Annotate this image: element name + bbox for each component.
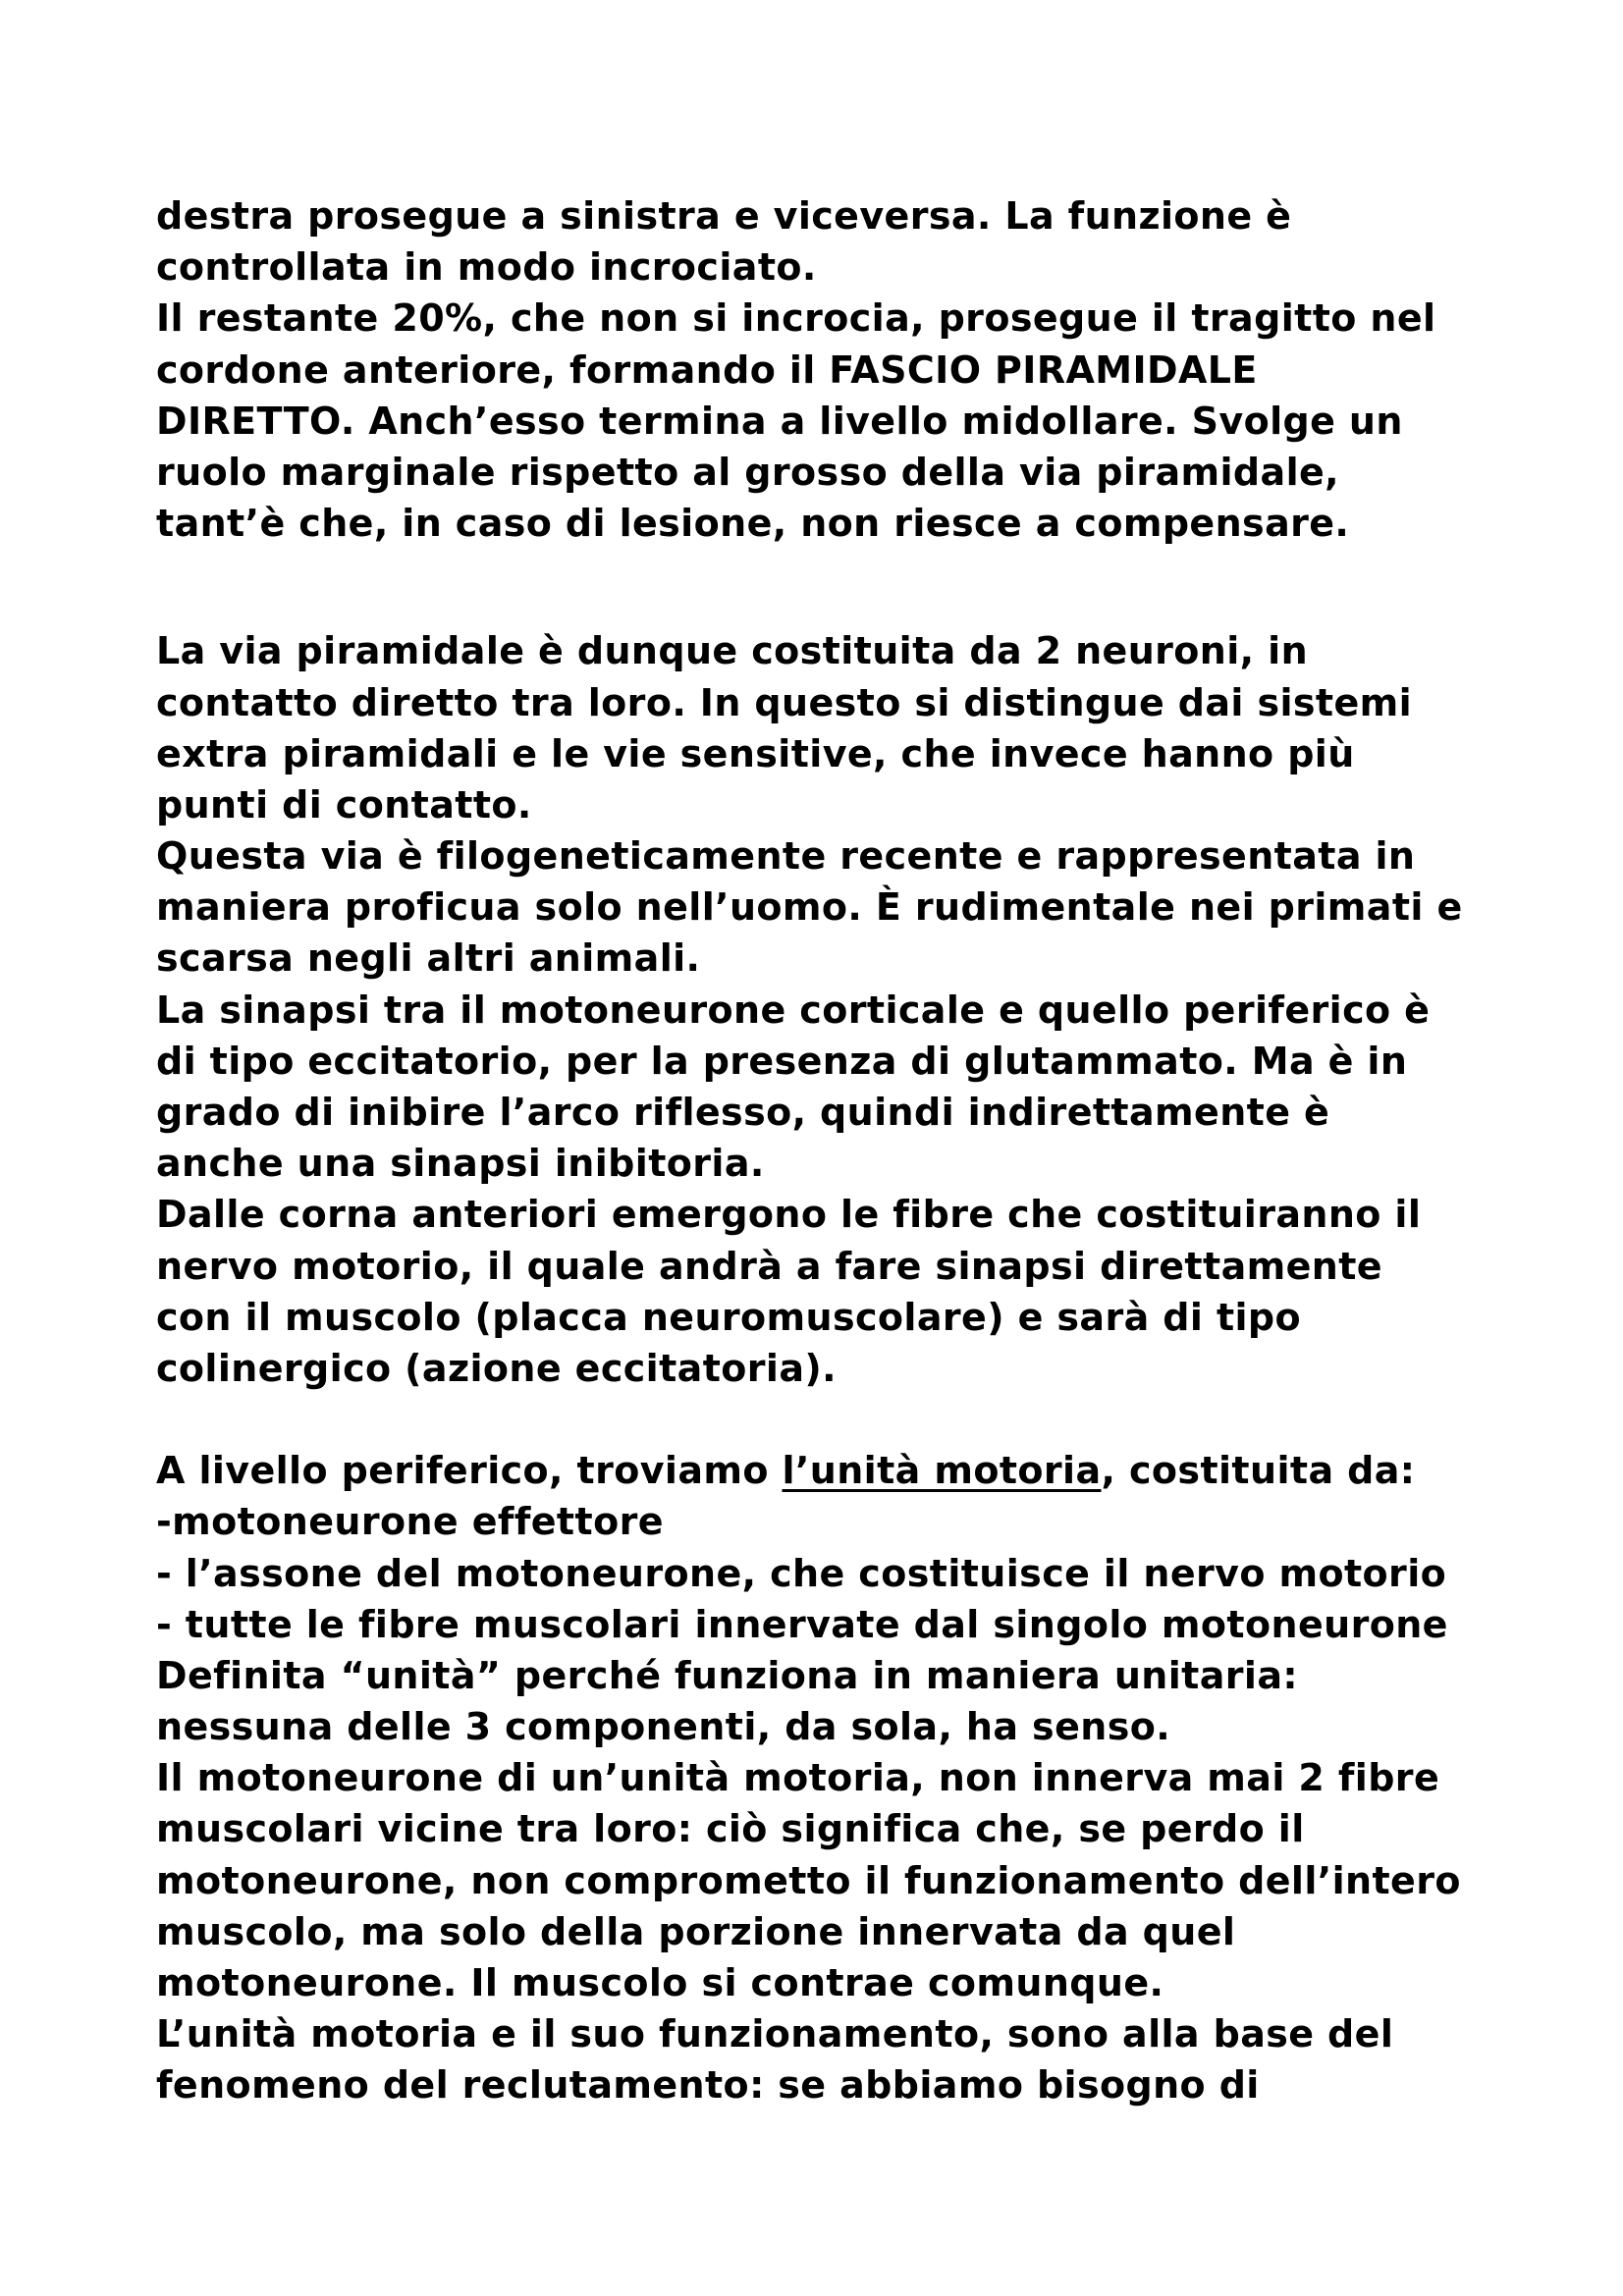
text-line: Il restante 20%, che non si incrocia, prosegue il tragitto nel bbox=[156, 296, 1436, 341]
text-line: motoneurone. Il muscolo si contrae comunque. bbox=[156, 1961, 1164, 2004]
text-line: tant’è che, in caso di lesione, non riesce a compensare. bbox=[156, 502, 1350, 546]
intro-line bbox=[156, 1445, 1531, 1496]
underlined-term: l’unità motoria bbox=[782, 1449, 1102, 1493]
text-line: La sinapsi tra il motoneurone corticale e quello periferico è bbox=[156, 988, 1431, 1032]
text-line: muscolo, ma solo della porzione innervata da quel bbox=[156, 1909, 1236, 1953]
text-line: con il muscolo (placca neuromuscolare) e sarà di tipo bbox=[156, 1295, 1302, 1339]
text-line: controllata in modo incrociato. bbox=[156, 245, 817, 290]
text-line: contatto diretto tra loro. In questo si distingue dai sistemi bbox=[156, 680, 1413, 724]
text-line: cordone anteriore, formando il FASCIO PIRAMIDALE bbox=[156, 347, 1258, 392]
text-line: Questa via è filogeneticamente recente e rappresentata in bbox=[156, 834, 1416, 879]
text-line: nervo motorio, il quale andrà a fare sinapsi direttamente bbox=[156, 1244, 1382, 1288]
text-line: L’unità motoria e il suo funzionamento, sono alla base del bbox=[156, 2012, 1394, 2056]
intro-text-before: A livello periferico, troviamo bbox=[156, 1449, 783, 1493]
text-line: Definita “unità” perché funziona in maniera unitaria: bbox=[156, 1653, 1298, 1697]
paragraph-3 bbox=[156, 1445, 1531, 2110]
text-line: Dalle corna anteriori emergono le fibre che costituiranno il bbox=[156, 1193, 1422, 1237]
text-line: di tipo eccitatorio, per la presenza di glutammato. Ma è in bbox=[156, 1039, 1408, 1083]
text-line: DIRETTO. Anch’esso termina a livello midollare. Svolge un bbox=[156, 399, 1403, 443]
text-line: - l’assone del motoneurone, che costituisce il nervo motorio bbox=[156, 1551, 1447, 1595]
text-line: nessuna delle 3 componenti, da sola, ha senso. bbox=[156, 1705, 1171, 1749]
text-line: - tutte le fibre muscolari innervate dal singolo motoneurone bbox=[156, 1602, 1448, 1646]
text-line: punti di contatto. bbox=[156, 782, 532, 827]
text-line: -motoneurone effettore bbox=[156, 1500, 664, 1544]
paragraph-2 bbox=[156, 625, 1531, 1394]
text-line: colinergico (azione eccitatoria). bbox=[156, 1346, 837, 1390]
text-line: muscolari vicine tra loro: ciò significa che, se perdo il bbox=[156, 1807, 1305, 1851]
text-line: ruolo marginale rispetto al grosso della via piramidale, bbox=[156, 450, 1340, 494]
text-line: Il motoneurone di un’unità motoria, non innerva mai 2 fibre bbox=[156, 1756, 1440, 1800]
text-line: fenomeno del reclutamento: se abbiamo bisogno di bbox=[156, 2063, 1260, 2108]
text-line: La via piramidale è dunque costituita da 2 neuroni, in bbox=[156, 629, 1309, 673]
document-page bbox=[156, 190, 1531, 2111]
text-line: grado di inibire l’arco riflesso, quindi indirettamente è bbox=[156, 1091, 1330, 1134]
intro-text-after: , costituita da: bbox=[1101, 1449, 1416, 1493]
text-line: extra piramidali e le vie sensitive, che invece hanno più bbox=[156, 731, 1355, 775]
paragraph-1 bbox=[156, 190, 1531, 549]
text-line: anche una sinapsi inibitoria. bbox=[156, 1142, 765, 1186]
text-line: scarsa negli altri animali. bbox=[156, 936, 701, 981]
text-line: destra prosegue a sinistra e viceversa. La funzione è bbox=[156, 194, 1292, 238]
text-line: maniera proficua solo nell’uomo. È rudimentale nei primati e bbox=[156, 885, 1463, 930]
text-line: motoneurone, non comprometto il funzionamento dell’intero bbox=[156, 1858, 1461, 1902]
paragraph-gap bbox=[156, 1394, 1531, 1445]
paragraph-gap bbox=[156, 549, 1531, 625]
